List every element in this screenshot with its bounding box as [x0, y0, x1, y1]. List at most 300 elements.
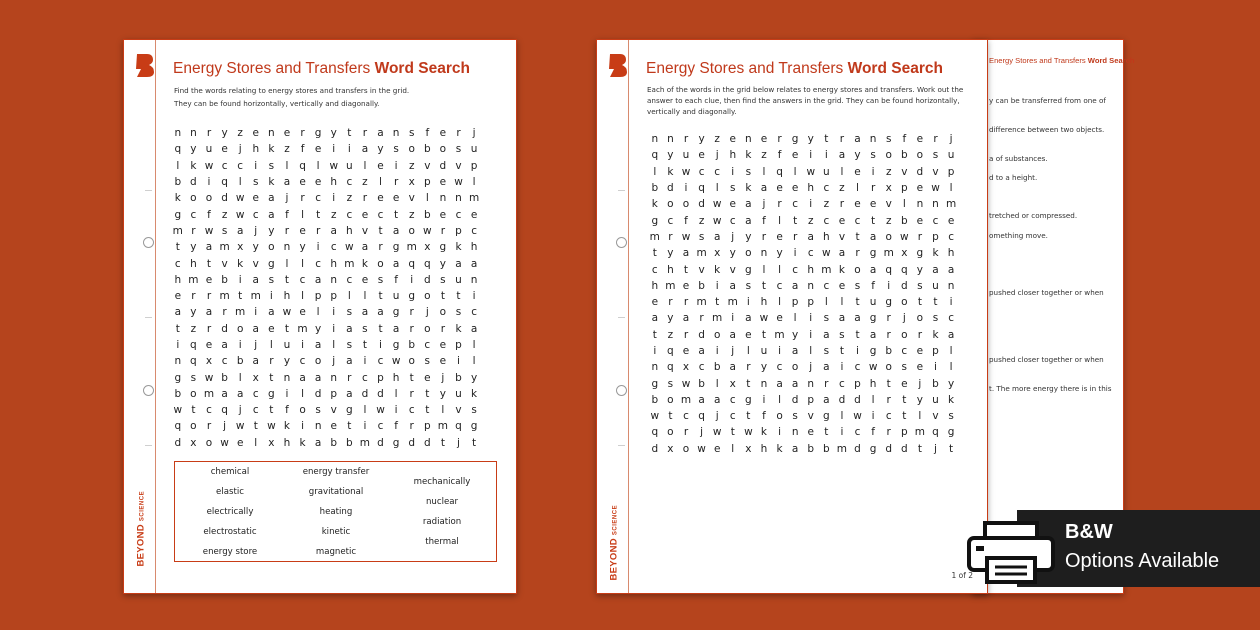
grid-letter: q: [174, 420, 182, 433]
grid-letter: e: [651, 296, 659, 309]
grid-letter: t: [730, 426, 735, 439]
grid-letter: a: [252, 355, 259, 368]
grid-letter: d: [791, 393, 799, 406]
grid-letter: i: [653, 345, 657, 357]
instruction-line: Each of the words in the grid below relates to energy stores and transfers. Work out the: [647, 85, 964, 94]
grid-letter: h: [807, 263, 815, 276]
grid-letter: e: [377, 159, 384, 172]
grid-letter: f: [285, 208, 289, 221]
grid-row: [647, 310, 959, 326]
word-bank-item: magnetic: [315, 547, 357, 557]
grid-row: [170, 337, 482, 353]
grid-letter: c: [377, 420, 384, 433]
grid-letter: b: [932, 377, 939, 390]
grid-letter: f: [871, 426, 875, 439]
grid-letter: t: [933, 296, 938, 309]
grid-letter: l: [793, 312, 797, 325]
grid-letter: t: [824, 426, 829, 439]
grid-letter: c: [776, 361, 783, 374]
grid-letter: v: [838, 230, 846, 243]
grid-letter: e: [838, 214, 846, 227]
grid-letter: t: [746, 377, 751, 390]
grid-letter: c: [190, 208, 197, 221]
grid-letter: e: [682, 279, 690, 292]
grid-letter: t: [746, 410, 751, 423]
grid-letter: a: [854, 312, 861, 325]
grid-row: [170, 304, 482, 320]
grid-letter: e: [205, 339, 213, 351]
grid-row: [170, 239, 482, 255]
grid-letter: e: [791, 182, 799, 195]
grid-letter: r: [409, 322, 414, 335]
grid-row: [647, 327, 959, 343]
grid-letter: c: [823, 182, 830, 195]
grid-letter: t: [902, 410, 907, 423]
grid-letter: n: [760, 377, 768, 390]
grid-letter: l: [731, 442, 735, 455]
grid-letter: j: [238, 404, 242, 417]
grid-letter: r: [777, 133, 782, 146]
grid-letter: a: [791, 442, 799, 455]
grid-letter: t: [839, 345, 844, 357]
grid-letter: p: [807, 296, 815, 309]
grid-letter: w: [744, 426, 753, 439]
grid-letter: r: [683, 296, 689, 309]
grid-letter: f: [285, 404, 289, 417]
grid-letter: x: [268, 436, 275, 449]
grid-letter: r: [683, 133, 689, 146]
grid-letter: t: [191, 404, 196, 417]
grid-letter: r: [839, 133, 845, 146]
grid-letter: o: [408, 355, 415, 368]
worksheet-page-word-bank: [123, 39, 517, 594]
page-title: Energy Stores and Transfers Word Search: [646, 60, 943, 77]
grid-letter: p: [932, 345, 939, 357]
instructions: [647, 84, 977, 117]
grid-letter: d: [885, 442, 893, 455]
grid-letter: k: [174, 192, 181, 205]
instruction-line: They can be found horizontally, vertically and diagonally.: [174, 98, 380, 108]
grid-row: [647, 261, 959, 277]
grid-letter: o: [885, 149, 892, 162]
grid-letter: h: [470, 241, 478, 254]
grid-letter: b: [423, 143, 431, 156]
grid-letter: e: [713, 442, 721, 455]
grid-letter: t: [855, 230, 860, 243]
grid-letter: q: [698, 410, 705, 423]
grid-letter: y: [190, 143, 197, 156]
grid-letter: h: [174, 273, 182, 286]
grid-letter: v: [361, 224, 369, 237]
grid-letter: w: [235, 208, 245, 221]
grid-letter: c: [823, 214, 830, 227]
grid-letter: y: [807, 133, 814, 146]
grid-letter: e: [854, 165, 861, 178]
grid-letter: e: [776, 312, 783, 325]
grid-letter: b: [330, 436, 338, 449]
grid-letter: a: [838, 247, 846, 260]
grid-letter: r: [206, 420, 212, 433]
grid-letter: s: [854, 279, 861, 292]
grid-row: [647, 343, 959, 359]
grid-letter: t: [378, 322, 383, 335]
grid-letter: z: [761, 149, 767, 162]
grid-letter: i: [824, 149, 828, 162]
grid-letter: j: [809, 361, 813, 374]
grid-letter: t: [683, 263, 689, 276]
grid-letter: t: [347, 420, 352, 433]
grid-letter: c: [698, 361, 705, 374]
grid-letter: e: [916, 214, 924, 227]
grid-letter: k: [237, 257, 244, 270]
grid-letter: i: [316, 241, 320, 254]
grid-letter: w: [267, 420, 276, 433]
grid-letter: k: [948, 393, 955, 406]
grid-letter: e: [174, 290, 182, 303]
grid-letter: k: [471, 387, 478, 400]
grid-letter: t: [378, 290, 383, 303]
grid-letter: w: [204, 159, 214, 172]
margin-tick: [145, 317, 152, 318]
grid-letter: f: [871, 279, 875, 292]
grid-letter: e: [682, 345, 690, 357]
grid-letter: x: [667, 442, 674, 455]
grid-letter: o: [190, 192, 197, 205]
grid-letter: e: [314, 176, 322, 189]
grid-letter: o: [854, 263, 861, 276]
grid-letter: o: [745, 247, 752, 260]
grid-letter: z: [237, 127, 243, 140]
grid-letter: a: [174, 306, 182, 319]
word-bank-item: heating: [319, 507, 353, 517]
grid-letter: o: [190, 420, 197, 433]
grid-letter: x: [408, 176, 415, 189]
grid-row: [647, 229, 959, 245]
grid-letter: s: [901, 361, 908, 374]
grid-row: [170, 386, 482, 402]
grid-letter: m: [696, 247, 707, 260]
brand-label: BEYOND SCIENCE: [135, 490, 147, 567]
instruction-line: answer to each clue, then find the answers in the grid. They can be found horizontally,: [647, 96, 960, 105]
grid-letter: g: [470, 420, 478, 433]
grid-letter: f: [902, 133, 907, 146]
grid-letter: g: [268, 387, 275, 400]
grid-letter: y: [330, 127, 337, 140]
grid-letter: d: [423, 436, 431, 449]
grid-letter: v: [455, 404, 462, 417]
grid-letter: t: [793, 214, 798, 227]
grid-letter: s: [932, 149, 939, 162]
grid-letter: r: [870, 182, 876, 195]
grid-letter: k: [299, 436, 306, 449]
grid-letter: y: [439, 387, 446, 400]
grid-letter: n: [760, 247, 768, 260]
grid-letter: h: [346, 224, 353, 237]
grid-letter: w: [282, 306, 292, 319]
grid-letter: v: [455, 159, 462, 172]
grid-letter: c: [377, 208, 384, 221]
grid-letter: b: [423, 208, 431, 221]
grid-letter: c: [683, 410, 689, 423]
grid-letter: x: [745, 442, 752, 455]
grid-row: [647, 212, 959, 228]
grid-letter: d: [423, 273, 431, 286]
grid-letter: z: [408, 208, 415, 221]
grid-letter: h: [947, 247, 955, 260]
grid-letter: z: [698, 214, 705, 227]
grid-letter: s: [268, 159, 275, 172]
grid-letter: w: [376, 404, 385, 417]
grid-letter: u: [205, 143, 213, 156]
grid-letter: a: [807, 230, 814, 243]
brand-label: BEYOND SCIENCE: [608, 504, 620, 581]
grid-letter: y: [283, 355, 291, 368]
grid-letter: p: [932, 230, 939, 243]
grid-letter: k: [455, 241, 462, 254]
grid-letter: e: [838, 279, 846, 292]
grid-letter: y: [190, 306, 197, 319]
grid-letter: v: [932, 165, 939, 178]
grid-letter: m: [649, 230, 660, 243]
grid-letter: c: [729, 410, 736, 423]
grid-letter: k: [745, 149, 752, 162]
grid-letter: t: [362, 339, 367, 351]
grid-letter: e: [776, 182, 783, 195]
grid-letter: t: [761, 279, 767, 292]
grid-letter: f: [425, 127, 430, 140]
grid-letter: s: [667, 377, 674, 390]
grid-letter: e: [698, 149, 705, 162]
grid-letter: a: [470, 257, 478, 270]
grid-letter: l: [472, 176, 476, 189]
grid-letter: i: [871, 165, 875, 178]
grid-letter: c: [299, 355, 306, 368]
grid-letter: t: [425, 404, 430, 417]
grid-letter: j: [700, 426, 704, 439]
grid-letter: c: [807, 247, 814, 260]
grid-letter: c: [667, 214, 674, 227]
grid-letter: n: [745, 133, 752, 146]
grid-letter: g: [392, 241, 400, 254]
grid-letter: q: [423, 257, 431, 270]
grid-letter: a: [377, 306, 384, 319]
grid-letter: p: [455, 224, 462, 237]
grid-row: [170, 402, 482, 418]
grid-letter: l: [856, 182, 859, 195]
grid-row: [647, 359, 959, 375]
grid-letter: a: [314, 273, 322, 286]
grid-letter: t: [652, 247, 657, 260]
grid-letter: i: [457, 355, 460, 368]
grid-letter: k: [268, 176, 275, 189]
grid-letter: y: [315, 322, 322, 335]
grid-letter: a: [252, 322, 259, 335]
grid-letter: e: [221, 143, 228, 156]
grid-letter: g: [345, 404, 353, 417]
grid-letter: e: [299, 224, 306, 237]
grid-letter: a: [791, 345, 799, 357]
grid-letter: s: [730, 182, 736, 195]
grid-letter: c: [252, 208, 259, 221]
grid-letter: h: [283, 436, 291, 449]
grid-letter: q: [651, 149, 659, 162]
grid-letter: s: [885, 133, 892, 146]
grid-letter: r: [933, 133, 938, 146]
word-bank-item: elastic: [216, 487, 244, 497]
grid-letter: x: [885, 182, 892, 195]
grid-letter: b: [174, 387, 182, 400]
grid-letter: j: [223, 420, 227, 433]
grid-letter: s: [190, 371, 197, 384]
grid-letter: r: [668, 230, 673, 243]
grid-letter: d: [221, 192, 228, 205]
grid-letter: a: [745, 312, 752, 325]
grid-letter: r: [378, 241, 383, 254]
grid-letter: m: [219, 241, 230, 254]
grid-letter: p: [314, 290, 322, 303]
grid-letter: e: [377, 192, 384, 205]
grid-letter: t: [347, 127, 352, 140]
grid-letter: n: [667, 133, 674, 146]
back-page-title: Energy Stores and Transfers Word Search: [989, 56, 1135, 65]
grid-letter: e: [470, 208, 478, 221]
grid-letter: b: [900, 214, 908, 227]
grid-letter: l: [332, 339, 336, 351]
grid-letter: y: [470, 371, 478, 384]
grid-row: [170, 125, 482, 141]
punch-hole: [143, 237, 154, 248]
grid-letter: a: [221, 339, 228, 351]
grid-letter: a: [698, 345, 705, 357]
grid-letter: i: [809, 149, 813, 162]
grid-letter: s: [455, 306, 462, 319]
grid-letter: d: [900, 279, 908, 292]
grid-letter: q: [221, 404, 228, 417]
grid-letter: i: [778, 345, 781, 357]
clue-line: d to a height.: [989, 173, 1038, 182]
grid-letter: l: [238, 371, 242, 384]
grid-letter: a: [236, 387, 244, 400]
grid-letter: w: [204, 371, 214, 384]
grid-letter: i: [363, 355, 367, 368]
grid-letter: k: [932, 247, 939, 260]
grid-row: [647, 278, 959, 294]
grid-letter: v: [932, 410, 939, 423]
grid-letter: r: [886, 312, 891, 325]
grid-letter: n: [174, 127, 182, 140]
grid-letter: x: [729, 377, 736, 390]
grid-letter: w: [712, 426, 722, 439]
grid-letter: o: [439, 306, 447, 319]
grid-letter: i: [207, 176, 211, 189]
grid-letter: g: [745, 263, 752, 276]
grid-letter: o: [299, 404, 306, 417]
grid-letter: e: [916, 361, 924, 374]
grid-letter: m: [235, 306, 246, 319]
grid-letter: c: [330, 241, 337, 254]
grid-letter: y: [221, 127, 228, 140]
grid-letter: a: [947, 263, 955, 276]
grid-letter: i: [301, 339, 304, 351]
grid-letter: m: [836, 442, 848, 455]
grid-letter: s: [745, 165, 752, 178]
grid-letter: p: [377, 371, 384, 384]
grid-letter: n: [314, 420, 322, 433]
grid-letter: b: [236, 355, 244, 368]
grid-letter: a: [283, 176, 291, 189]
grid-letter: k: [651, 198, 658, 211]
page-number: 1 of 2: [951, 571, 973, 580]
grid-letter: e: [252, 192, 259, 205]
grid-letter: l: [316, 159, 320, 172]
grid-letter: w: [681, 165, 691, 178]
grid-letter: r: [777, 198, 782, 211]
grid-letter: a: [713, 393, 721, 406]
grid-letter: n: [807, 279, 815, 292]
grid-letter: u: [932, 279, 939, 292]
grid-letter: e: [299, 306, 306, 319]
grid-letter: a: [823, 328, 830, 341]
grid-letter: k: [283, 420, 290, 433]
grid-letter: s: [424, 355, 431, 368]
grid-letter: l: [472, 355, 476, 368]
grid-letter: o: [439, 143, 447, 156]
grid-letter: s: [917, 279, 923, 292]
grid-letter: c: [885, 410, 892, 423]
grid-letter: r: [917, 230, 923, 243]
grid-letter: t: [394, 208, 399, 221]
grid-letter: m: [727, 296, 738, 309]
grid-letter: m: [665, 279, 676, 292]
grid-letter: l: [949, 182, 953, 195]
grid-letter: w: [220, 436, 229, 449]
grid-letter: a: [346, 355, 353, 368]
grid-letter: t: [761, 328, 767, 341]
grid-letter: c: [362, 371, 368, 384]
grid-letter: d: [174, 436, 182, 449]
grid-letter: g: [314, 127, 322, 140]
grid-letter: s: [455, 143, 462, 156]
word-bank-item: gravitational: [308, 487, 364, 497]
grid-letter: f: [777, 149, 782, 162]
grid-letter: c: [839, 377, 845, 390]
grid-letter: q: [455, 420, 462, 433]
grid-letter: q: [190, 339, 197, 351]
grid-letter: a: [838, 149, 846, 162]
grid-letter: e: [330, 420, 337, 433]
grid-letter: q: [667, 361, 674, 374]
grid-letter: q: [190, 355, 197, 368]
grid-row: [647, 294, 959, 310]
grid-letter: s: [268, 273, 275, 286]
grid-letter: h: [729, 149, 737, 162]
grid-letter: l: [285, 159, 289, 172]
grid-letter: u: [346, 159, 353, 172]
clue-line: t. The more energy there is in this: [989, 384, 1112, 393]
grid-letter: y: [916, 393, 923, 406]
grid-letter: q: [408, 257, 416, 270]
grid-letter: l: [425, 192, 429, 205]
grid-letter: i: [379, 339, 382, 351]
grid-letter: t: [949, 442, 954, 455]
grid-letter: l: [824, 296, 828, 309]
grid-row: [647, 164, 959, 180]
grid-letter: k: [776, 442, 783, 455]
grid-letter: c: [299, 273, 306, 286]
grid-letter: i: [332, 322, 336, 335]
grid-letter: w: [173, 404, 183, 417]
grid-letter: j: [254, 224, 258, 237]
